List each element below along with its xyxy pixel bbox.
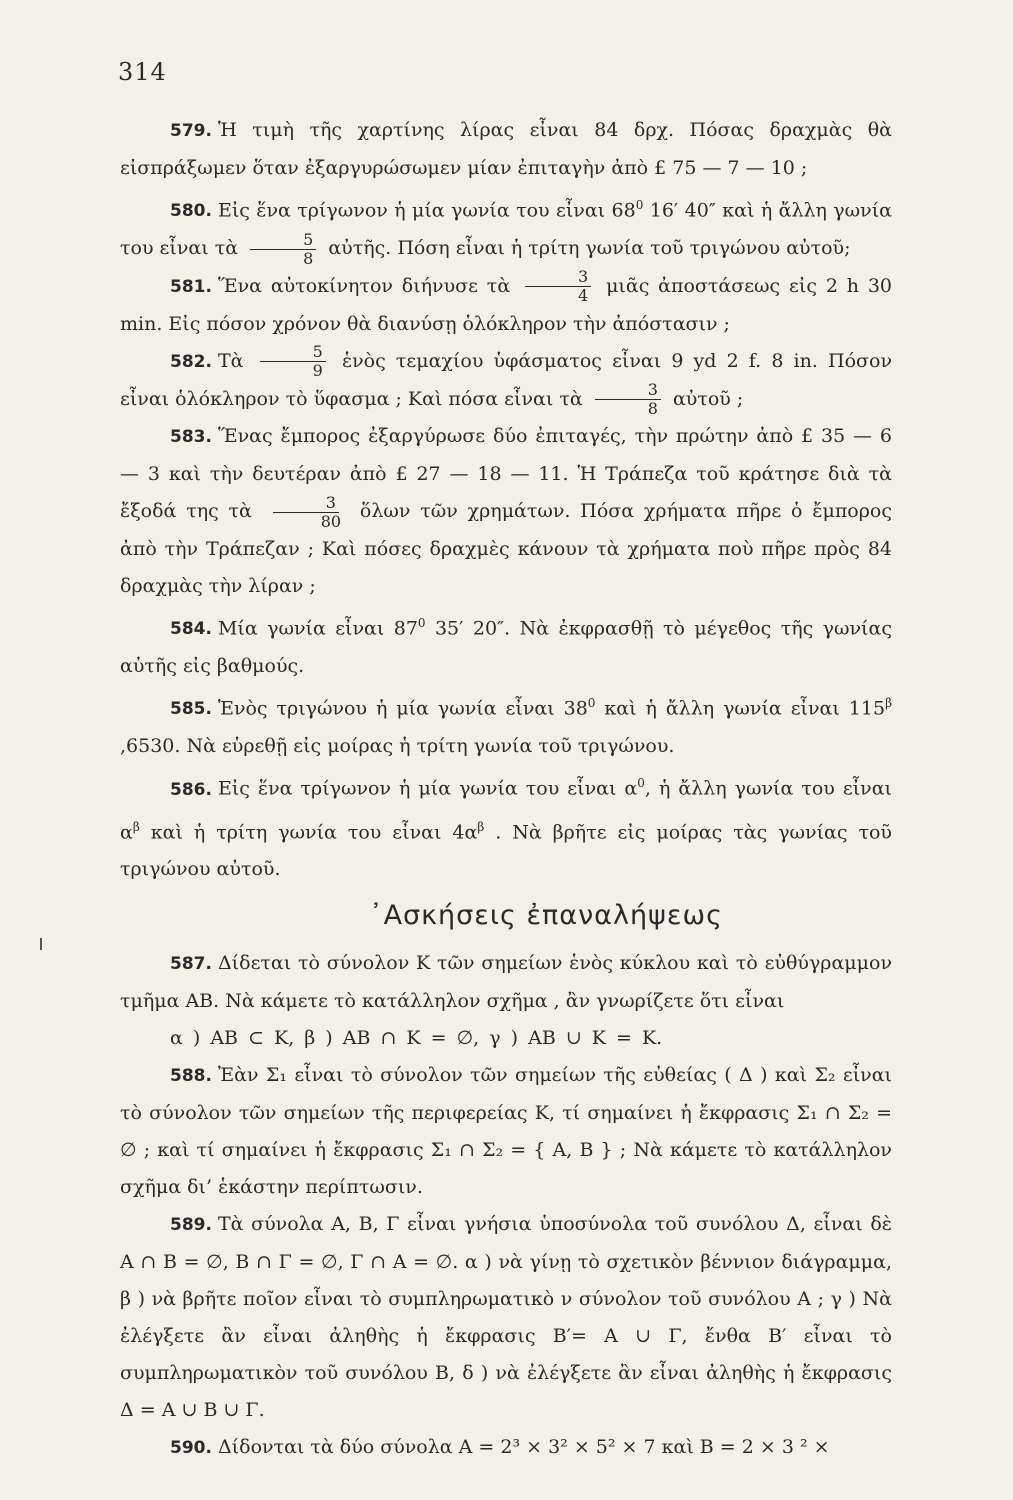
- problem-number: 579.: [170, 121, 212, 141]
- numerator: 3: [273, 494, 339, 513]
- problem-text: αὐτοῦ ;: [672, 387, 744, 410]
- numerator: 5: [250, 231, 316, 250]
- problem-text: . Νὰ βρῆτε εἰς μοίρας τὰς γωνίας τοῦ τριγώνου αὐτοῦ.: [120, 821, 892, 881]
- problem-text: 35′ 20″. Νὰ ἐκφρασθῇ τὸ μέγεθος τῆς γωνίας αὐτῆς εἰς βαθμούς.: [120, 617, 892, 678]
- problem-579: [120, 112, 892, 187]
- denominator: 9: [312, 361, 323, 381]
- problem-number: 586.: [170, 779, 212, 800]
- numerator: 3: [525, 268, 591, 287]
- numerator: 3: [595, 381, 661, 400]
- problem-number: 583.: [170, 427, 212, 448]
- problem-number: 584.: [170, 619, 212, 640]
- degree-mark: 0: [587, 696, 596, 711]
- denominator: 80: [320, 511, 342, 531]
- fraction: [250, 231, 316, 268]
- problem-text: αὐτῆς. Πόση εἶναι ἡ τρίτη γωνία τοῦ τριγώνου αὐτοῦ;: [328, 237, 851, 260]
- problem-text: Εἰς ἕνα τρίγωνον ἡ μία γωνία του εἶναι 68: [217, 199, 636, 222]
- problem-text: Ἕνα αὐτοκίνητον διήνυσε τὰ: [217, 274, 511, 297]
- problem-text: Ἡ τιμὴ τῆς χαρτίνης λίρας εἶναι 84 δρχ. Πόσας δραχμὰς θὰ εἰσπράξωμεν ὅταν ἐξαργυρώσωμεν μίαν ἐπιταγὴν ἀπὸ £ 75 — 7 — 10 ;: [120, 119, 892, 179]
- problem-581: [120, 268, 892, 343]
- margin-mark: [40, 938, 42, 950]
- problem-text: Εἰς ἕνα τρίγωνον ἡ μία γωνία του εἶναι α: [217, 777, 638, 800]
- problem-588: [120, 1057, 892, 1206]
- fraction: [260, 343, 326, 380]
- problem-text: ,6530. Νὰ εὑρεθῇ εἰς μοίρας ἡ τρίτη γωνία τοῦ τριγώνου.: [120, 735, 675, 758]
- problem-text: ὅλων τῶν χρημάτων. Πόσα χρήματα πῆρε ὁ ἔμπορος ἀπὸ τὴν Τράπεζαν ; Καὶ πόσες δραχμὲς κάνουν τὰ χρήματα ποὺ πῆρε πρὸς 84 δραχμὰς τὴν λίραν ;: [120, 500, 892, 597]
- degree-mark: 0: [637, 776, 645, 791]
- fraction: [268, 494, 344, 531]
- problem-number: 588.: [170, 1066, 212, 1087]
- section-heading: ᾽Ασκήσεις ἐπαναλήψεως: [369, 900, 723, 932]
- problem-582: [120, 343, 892, 419]
- problem-text: 16′ 40″ καὶ ἡ ἄλλη γωνία του εἶναι τὰ: [120, 199, 892, 260]
- problem-text: Ἑνὸς τριγώνου ἡ μία γωνία εἶναι 38: [217, 697, 588, 720]
- denominator: 4: [578, 286, 589, 306]
- problem-text: Τὰ: [217, 349, 244, 372]
- problem-text: Ἐὰν Σ₁ εἶναι τὸ σύνολον τῶν σημείων τῆς εὐθείας ( Δ ) καὶ Σ₂ εἶναι τὸ σύνολον τῶν σημείων τῆς περιφερείας Κ, τί σημαίνει ἡ ἔκφρασις Σ₁ ∩ Σ₂ = ∅ ; καὶ τί σημαίνει ἡ ἔκφρασις Σ₁ ∩ Σ₂ = { Α, Β } ; Νὰ κάμετε τὸ κατάλληλον σχῆμα δι’ ἑκάστην περίπτωσιν.: [120, 1064, 892, 1199]
- degree-mark: 0: [635, 198, 644, 212]
- denominator: 8: [647, 399, 658, 419]
- page-content: [120, 112, 892, 1467]
- problem-586: [120, 765, 892, 888]
- problem-text: Δίδονται τὰ δύο σύνολα Α = 2³ × 3² × 5² × 7 καὶ Β = 2 × 3 ² ×: [217, 1436, 830, 1459]
- problem-text: Τὰ σύνολα Α, Β, Γ εἶναι γνήσια ὑποσύνολα τοῦ συνόλου Δ, εἶναι δὲ Α ∩ Β = ∅, Β ∩ Γ = ∅, Γ ∩ Α = ∅. α ) νὰ γίνῃ τὸ σχετικὸν βέννιον διάγραμμα, β ) νὰ βρῆτε ποῖον εἶναι τὸ συμπληρωματικὸ ν σύνολον τοῦ συνόλου Α ; γ ) Νὰ ἐλέγξετε ἂν εἶναι ἀληθὴς ἡ ἔκφρασις Β′= Α ∪ Γ, ἔνθα Β′ εἶναι τὸ συμπληρωματικὸν τοῦ συνόλου Β, δ ) νὰ ἐλέγξετε ἂν εἶναι ἀληθὴς ἡ ἔκφρασις Δ = Α ∪ Β ∪ Γ.: [120, 1213, 892, 1422]
- problem-text: Μία γωνία εἶναι 87: [217, 617, 418, 640]
- degree-mark: 0: [417, 615, 426, 630]
- denominator: 8: [303, 248, 314, 268]
- problem-590: [120, 1429, 892, 1467]
- problem-text: , ἡ ἄλλη γωνία του εἶναι α: [120, 777, 892, 844]
- problem-584: [120, 605, 892, 685]
- problem-587: [120, 945, 892, 1020]
- grad-mark: β: [885, 696, 892, 711]
- problem-text: ἑνὸς τεμαχίου ὑφάσματος εἶναι 9 yd 2 f. 8 in. Πόσον εἶναι ὁλόκληρον τὸ ὕφασμα ; Καὶ πόσα εἶναι τὰ: [120, 349, 892, 410]
- grad-mark: β: [132, 819, 140, 834]
- problem-580: [120, 187, 892, 268]
- grad-mark: β: [477, 819, 485, 834]
- problem-589: [120, 1206, 892, 1429]
- problem-text: καὶ ἡ τρίτη γωνία του εἶναι 4α: [139, 821, 478, 844]
- problem-text: καὶ ἡ ἄλλη γωνία εἶναι 115: [595, 697, 886, 720]
- problem-number: 587.: [170, 954, 212, 975]
- fraction: [595, 381, 661, 418]
- problem-585: [120, 685, 892, 765]
- problem-text: Δίδεται τὸ σύνολον Κ τῶν σημείων ἑνὸς κύκλου καὶ τὸ εὐθύγραμμον τμῆμα ΑΒ. Νὰ κάμετε τὸ κατάλληλον σχῆμα , ἂν γνωρίζετε ὅτι εἶναι: [120, 952, 892, 1013]
- problem-number: 585.: [170, 699, 212, 720]
- page-number: 314: [118, 58, 167, 86]
- numerator: 5: [260, 343, 326, 362]
- fraction: [525, 268, 591, 305]
- problem-number: 581.: [170, 276, 212, 297]
- problem-number: 589.: [170, 1215, 212, 1236]
- problem-text: μιᾶς ἀποστάσεως εἰς 2 h 30 min. Εἰς πόσον χρόνον θὰ διανύσῃ ὁλόκληρον τὴν ἀπόστασιν ;: [120, 274, 893, 335]
- problem-number: 580.: [170, 201, 212, 222]
- problem-text: Ἕνας ἔμπορος ἐξαργύρωσε δύο ἐπιταγές, τὴν πρώτην ἀπὸ £ 35 — 6 — 3 καὶ τὴν δευτέραν ἀπὸ £ 27 — 18 — 11. Ἡ Τράπεζα τοῦ κράτησε διὰ τὰ ἔξοδά της τὰ: [120, 425, 892, 523]
- problem-587-options: α ) ΑΒ ⊂ Κ, β ) ΑΒ ∩ Κ = ∅, γ ) ΑΒ ∪ Κ = Κ.: [170, 1027, 663, 1050]
- problem-number: 590.: [170, 1438, 212, 1459]
- problem-583: [120, 418, 892, 605]
- problem-number: 582.: [170, 351, 212, 372]
